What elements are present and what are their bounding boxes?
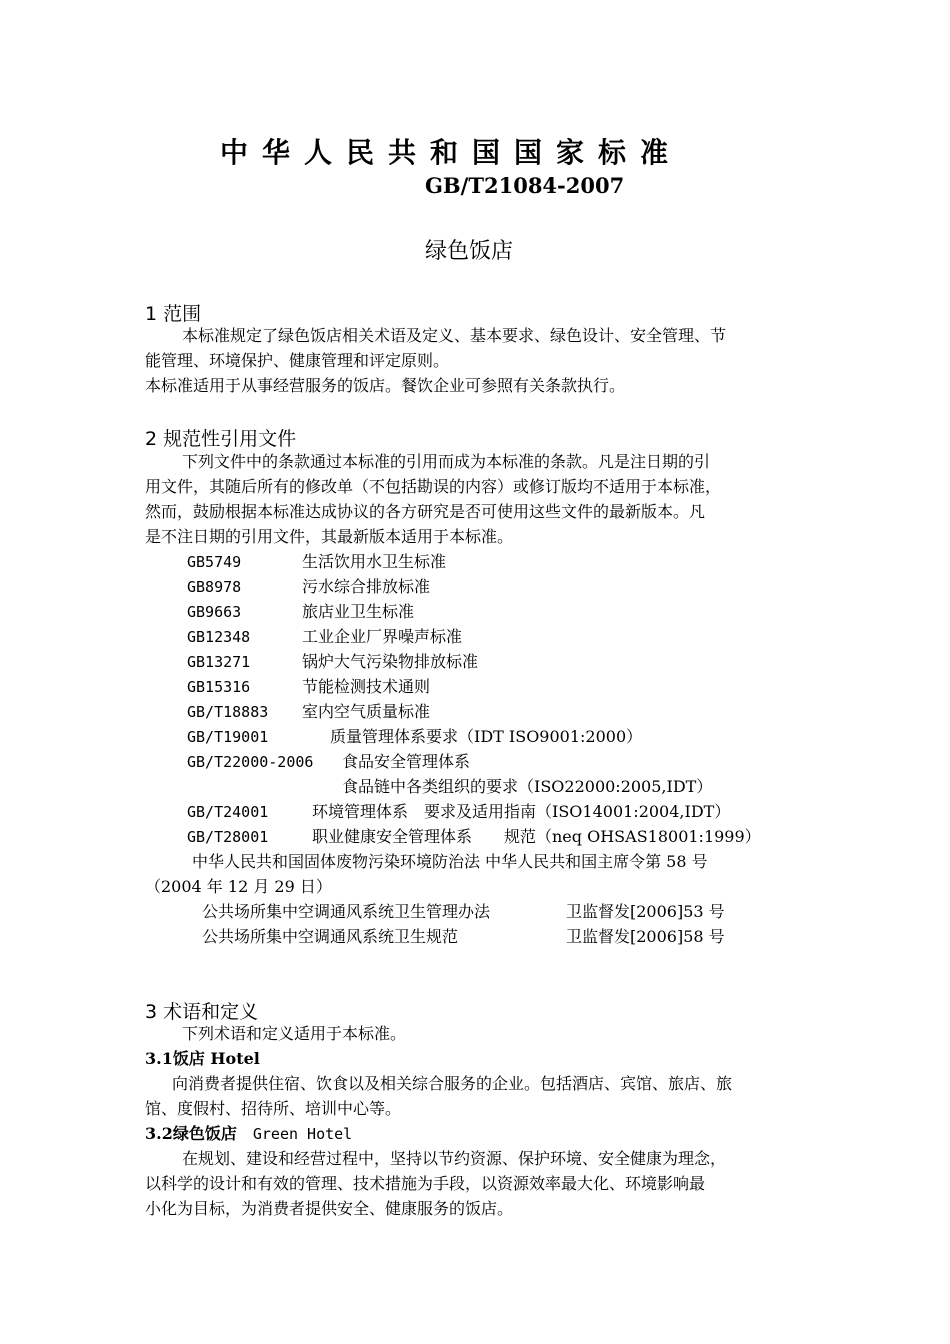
reference-code: GB/T28001 [187,828,269,846]
term-name-english: Green Hotel [252,1125,353,1143]
reference-title: 室内空气质量标准 [302,702,431,721]
section-1-heading: 1 范围 [145,303,202,325]
reference-title: 生活饮用水卫生标准 [302,552,447,571]
term-definition-line2: 馆、度假村、招待所、培训中心等。 [145,1099,402,1118]
term-definition-line: 在规划、建设和经营过程中，坚持以节约资源、保护环境、安全健康为理念， [182,1149,727,1168]
section-3-heading: 3 术语和定义 [145,1001,259,1023]
document-title: 绿色饭店 [425,239,514,264]
regulation-title: 公共场所集中空调通风系统卫生规范 [202,927,459,946]
term-name: 饭店 Hotel [172,1049,260,1068]
reference-title: 旅店业卫生标准 [302,602,415,621]
reference-title: 职业健康安全管理体系 规范（neq OHSAS18001:1999） [312,827,761,846]
regulation-doc-number: 卫监督发[2006]53 号 [566,902,725,921]
regulation-doc-number: 卫监督发[2006]58 号 [566,927,725,946]
reference-code: GB12348 [187,628,251,646]
reference-title: 工业企业厂界噪声标准 [302,627,463,646]
term-name: 绿色饭店 [172,1124,237,1143]
reference-title: 污水综合排放标准 [302,577,431,596]
reference-title: 食品安全管理体系 [342,752,471,771]
term-definition-line1: 向消费者提供住宿、饮食以及相关综合服务的企业。包括酒店、宾馆、旅店、旅 [172,1074,733,1093]
section-2-intro-line: 下列文件中的条款通过本标准的引用而成为本标准的条款。凡是注日期的引 [182,452,711,471]
section-2-intro-line: 用文件，其随后所有的修改单（不包括勘误的内容）或修订版均不适用于本标准， [145,477,722,496]
reference-code: GB/T18883 [187,703,269,721]
regulation-title: 公共场所集中空调通风系统卫生管理办法 [202,902,491,921]
reference-code: GB8978 [187,578,242,596]
term-definition-line: 小化为目标，为消费者提供安全、健康服务的饭店。 [145,1199,514,1218]
reference-code: GB/T19001 [187,728,269,746]
reference-title: 节能检测技术通则 [302,677,431,696]
section-2-intro-line: 是不注日期的引用文件，其最新版本适用于本标准。 [145,527,514,546]
law-reference-line1: 中华人民共和国固体废物污染环境防治法 中华人民共和国主席令第 58 号 [192,852,708,871]
reference-code: GB9663 [187,603,242,621]
term-heading [145,1121,352,1147]
term-number: 3.1 [145,1049,173,1068]
reference-title: 食品链中各类组织的要求（ISO22000:2005,IDT） [342,777,713,796]
standard-title: 中华人民共和国国家标准 [220,136,683,169]
reference-title: 质量管理体系要求（IDT ISO9001:2000） [330,727,643,746]
section-3-intro: 下列术语和定义适用于本标准。 [182,1024,407,1043]
standard-code: GB/T21084-2007 [425,173,625,198]
term-heading [145,1046,260,1071]
reference-title: 环境管理体系 要求及适用指南（ISO14001:2004,IDT） [312,802,731,821]
section-1-para1-line2: 能管理、环境保护、健康管理和评定原则。 [145,351,450,370]
section-1-para1-line1: 本标准规定了绿色饭店相关术语及定义、基本要求、绿色设计、安全管理、节 [182,326,727,345]
reference-code: GB/T24001 [187,803,269,821]
term-number: 3.2 [145,1124,173,1143]
reference-title: 锅炉大气污染物排放标准 [302,652,479,671]
term-definition-line: 以科学的设计和有效的管理、技术措施为手段，以资源效率最大化、环境影响最 [145,1174,706,1193]
reference-code: GB13271 [187,653,251,671]
reference-code: GB15316 [187,678,251,696]
reference-code: GB5749 [187,553,242,571]
section-1-para2: 本标准适用于从事经营服务的饭店。餐饮企业可参照有关条款执行。 [145,376,626,395]
section-2-intro-line: 然而，鼓励根据本标准达成协议的各方研究是否可使用这些文件的最新版本。凡 [145,502,706,521]
law-reference-line2: （2004 年 12 月 29 日） [145,877,332,896]
section-2-heading: 2 规范性引用文件 [145,428,297,450]
reference-code: GB/T22000-2006 [187,753,314,771]
